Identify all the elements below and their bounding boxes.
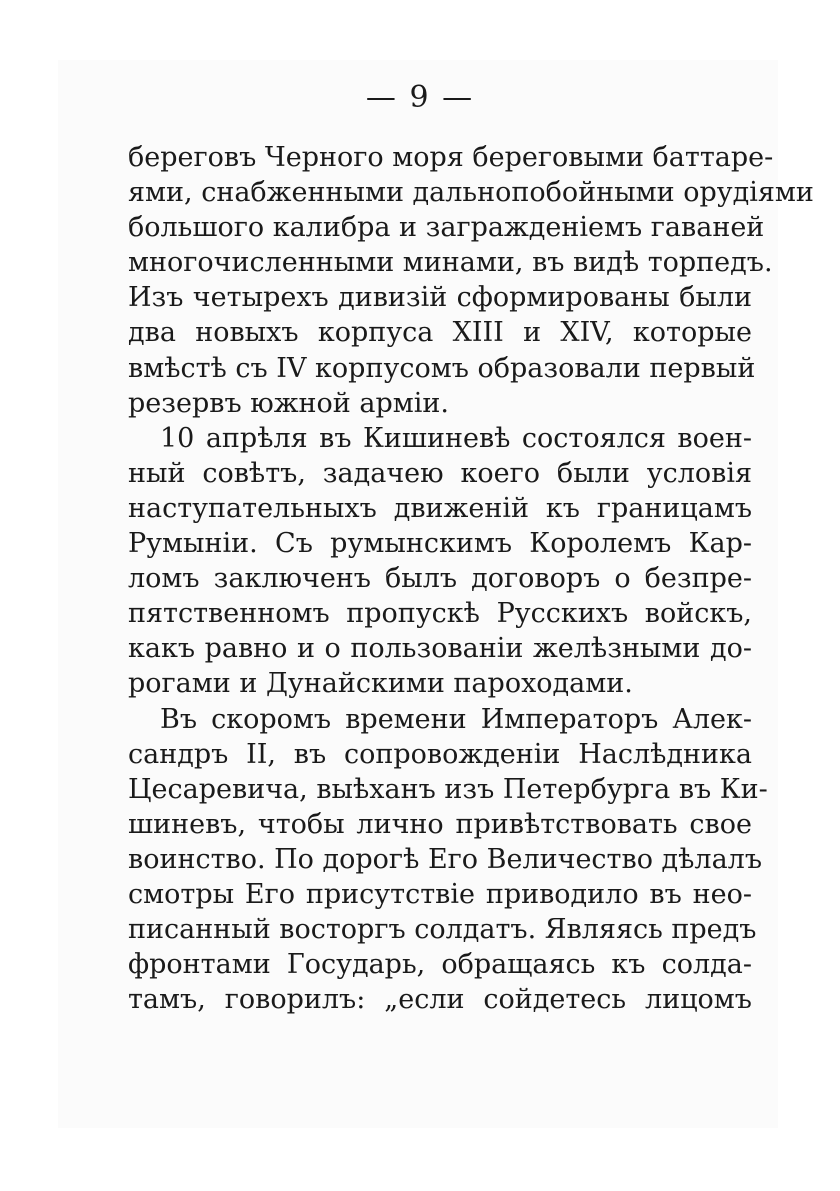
- text-line: рогами и Дунайскими пароходами.: [128, 668, 633, 700]
- text-line: смотры Его присутствіе приводило въ нео-: [128, 878, 752, 910]
- text-line: многочисленными минами, въ видѣ торпедъ.: [128, 247, 773, 279]
- text-line: Цесаревича, выѣханъ изъ Петербурга въ Ки-: [128, 773, 768, 805]
- text-line: пятственномъ пропускѣ Русскихъ войскъ,: [128, 598, 752, 630]
- paragraph-1: [128, 140, 814, 421]
- body-text: [128, 140, 814, 1017]
- paragraph-2: [128, 421, 752, 702]
- text-line: вмѣстѣ съ IV корпусомъ образовали первый: [128, 352, 756, 384]
- text-line: Въ скоромъ времени Императоръ Алек-: [160, 703, 752, 735]
- text-line: воинство. По дорогѣ Его Величество дѣлалъ: [128, 843, 763, 875]
- text-line: наступательныхъ движеній къ границамъ: [128, 492, 752, 524]
- text-line: большого калибра и загражденіемъ гаваней: [128, 212, 765, 244]
- text-line: какъ равно и о пользованіи желѣзными до-: [128, 633, 752, 665]
- page-number: — 9 —: [365, 80, 475, 115]
- paragraph-3: [128, 702, 768, 1018]
- text-line: береговъ Черного моря береговыми баттаре-: [128, 142, 774, 173]
- text-line: Румыніи. Съ румынскимъ Королемъ Кар-: [128, 528, 752, 560]
- text-line: шиневъ, чтобы лично привѣтствовать свое: [128, 808, 752, 840]
- text-line: ный совѣтъ, задачею коего были условія: [128, 457, 752, 489]
- text-line: 10 апрѣля въ Кишиневѣ состоялся воен-: [160, 422, 752, 454]
- text-line: тамъ, говорилъ: „если сойдетесь лицомъ: [128, 984, 752, 1016]
- text-line: ломъ заключенъ былъ договоръ о безпре-: [128, 563, 752, 595]
- text-line: фронтами Государь, обращаясь къ солда-: [128, 949, 752, 981]
- text-line: сандръ II, въ сопровожденіи Наслѣдника: [128, 738, 752, 770]
- text-line: Изъ четырехъ дивизій сформированы были: [128, 282, 752, 314]
- text-line: резервъ южной арміи.: [128, 387, 449, 419]
- text-line: два новыхъ корпуса XIII и XIV, которые: [128, 317, 752, 349]
- text-line: писанный восторгъ солдатъ. Являясь предъ: [128, 914, 757, 946]
- text-line: ями, снабженными дальнопобойными орудіями: [128, 177, 814, 209]
